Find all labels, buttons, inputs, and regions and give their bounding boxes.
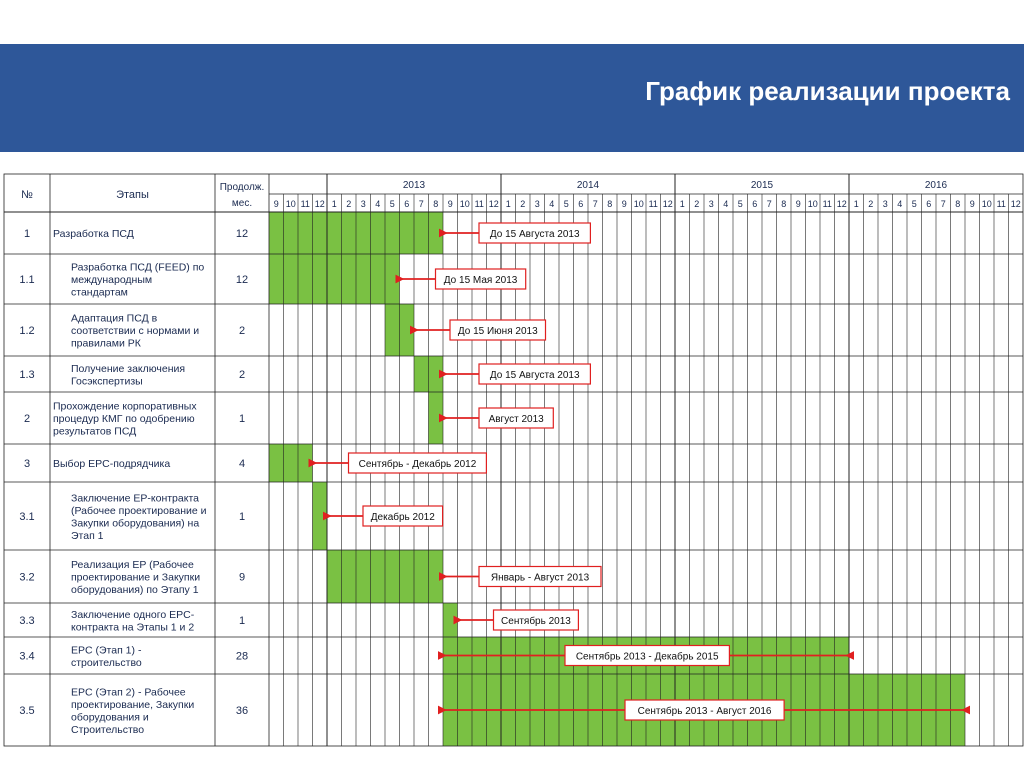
column-header-stage: Этапы <box>116 189 149 201</box>
stage-label: Получение заключения <box>71 362 186 375</box>
month-label: 5 <box>389 199 395 209</box>
month-label: 7 <box>418 199 424 209</box>
month-label: 1 <box>505 199 511 209</box>
duration-value: 1 <box>238 413 246 425</box>
row-number: 2 <box>23 413 31 425</box>
date-callout-label: Сентябрь 2013 <box>501 616 571 627</box>
year-label: 2016 <box>924 180 948 191</box>
row-number: 1.1 <box>19 274 35 286</box>
duration-value: 2 <box>238 325 246 337</box>
month-label: 5 <box>563 199 569 209</box>
month-label: 2 <box>694 199 700 209</box>
stage-label: оборудования и <box>71 711 149 724</box>
stage-label: Строительство <box>71 723 145 736</box>
column-header-duration: Продолж. <box>219 182 265 193</box>
month-label: 8 <box>607 199 613 209</box>
column-header-duration-unit: мес. <box>231 198 253 209</box>
month-label: 12 <box>488 199 499 209</box>
year-label: 2013 <box>402 180 426 191</box>
row-number: 3.2 <box>19 571 35 584</box>
month-label: 2 <box>346 199 352 209</box>
table-row <box>19 313 545 350</box>
month-label: 12 <box>314 199 325 209</box>
duration-value: 4 <box>238 458 246 470</box>
month-label: 1 <box>331 199 337 209</box>
row-number: 3.1 <box>19 511 35 523</box>
month-label: 2 <box>868 199 874 209</box>
stage-label: процедур КМГ по одобрению <box>53 413 195 425</box>
stage-label: Реализация EP (Рабочее <box>71 559 194 571</box>
table-row <box>19 559 601 596</box>
month-label: 3 <box>882 199 888 209</box>
month-label: 4 <box>375 199 381 209</box>
month-label: 10 <box>459 199 470 209</box>
month-label: 7 <box>592 199 598 209</box>
page-title: График реализации проекта <box>645 76 1010 106</box>
month-label: 10 <box>807 199 818 209</box>
duration-value: 28 <box>235 650 249 663</box>
year-label: 2014 <box>576 180 600 191</box>
stage-label: стандартам <box>71 286 128 299</box>
month-label: 11 <box>996 199 1006 209</box>
month-label: 10 <box>633 199 644 209</box>
month-label: 8 <box>781 199 787 209</box>
month-label: 8 <box>433 199 439 209</box>
month-label: 3 <box>708 199 714 209</box>
month-label: 10 <box>981 199 992 209</box>
gantt-bar <box>269 254 400 304</box>
stage-label: проектирование, Закупки <box>71 698 195 711</box>
row-number: 1 <box>23 228 31 240</box>
year-label: 2015 <box>750 180 774 191</box>
month-label: 4 <box>723 199 729 209</box>
month-label: 11 <box>822 199 832 209</box>
stage-label: результатов ПСД <box>53 425 137 438</box>
table-row <box>19 609 578 634</box>
date-callout-label: Январь - Август 2013 <box>490 572 590 584</box>
date-callout-label: До 15 Июня 2013 <box>457 326 538 337</box>
duration-value: 12 <box>235 274 249 286</box>
date-callout-label: До 15 Августа 2013 <box>489 229 580 240</box>
month-label: 9 <box>969 199 975 209</box>
month-label: 1 <box>853 199 859 209</box>
month-label: 11 <box>474 199 484 209</box>
stage-label: Заключение одного EPC- <box>71 608 195 621</box>
month-label: 5 <box>911 199 917 209</box>
row-number: 1.3 <box>19 369 35 381</box>
gantt-bar <box>269 444 313 482</box>
month-label: 2 <box>520 199 526 209</box>
column-header-number: № <box>21 189 33 201</box>
month-label: 8 <box>955 199 961 209</box>
stage-label: Прохождение корпоративных <box>53 400 197 413</box>
date-callout-label: До 15 Мая 2013 <box>443 275 518 286</box>
table-row <box>24 401 553 438</box>
duration-value: 12 <box>235 228 249 240</box>
stage-label: оборудования) по Этапу 1 <box>71 584 199 596</box>
gantt-bar <box>443 603 458 637</box>
stage-label: проектирование и Закупки <box>71 571 201 584</box>
month-label: 9 <box>795 199 801 209</box>
gantt-bar <box>429 392 444 444</box>
month-label: 9 <box>273 199 279 209</box>
stage-label: Заключение EP-контракта <box>71 492 199 505</box>
row-number: 3 <box>23 458 31 470</box>
stage-label: (Рабочее проектирование и <box>71 504 207 517</box>
month-label: 4 <box>549 199 555 209</box>
month-label: 11 <box>300 199 310 209</box>
stage-label: контракта на Этапы 1 и 2 <box>71 621 195 634</box>
stage-label: Разработка ПСД <box>53 228 134 240</box>
stage-label: международным <box>71 274 153 286</box>
month-label: 4 <box>897 199 903 209</box>
month-label: 6 <box>578 199 584 209</box>
date-callout-label: До 15 Августа 2013 <box>489 370 580 381</box>
duration-value: 2 <box>238 369 246 381</box>
month-label: 10 <box>285 199 296 209</box>
month-label: 9 <box>621 199 627 209</box>
stage-label: EPC (Этап 1) - <box>71 644 142 657</box>
month-label: 6 <box>752 199 758 209</box>
month-label: 3 <box>534 199 540 209</box>
month-label: 6 <box>926 199 932 209</box>
month-label: 7 <box>766 199 772 209</box>
stage-label: Закупки оборудования) на <box>71 517 200 530</box>
row-number: 3.4 <box>19 650 35 663</box>
row-number: 3.5 <box>19 705 35 717</box>
date-callout-label: Декабрь 2012 <box>370 512 435 523</box>
date-callout-label: Сентябрь - Декабрь 2012 <box>358 459 477 470</box>
table-row <box>19 492 442 542</box>
month-label: 7 <box>940 199 946 209</box>
row-number: 3.3 <box>19 615 35 627</box>
month-label: 5 <box>737 199 743 209</box>
stage-label: Госэкспертизы <box>71 375 143 388</box>
row-number: 1.2 <box>19 325 35 337</box>
duration-value: 1 <box>238 615 246 627</box>
duration-value: 36 <box>235 705 249 717</box>
stage-label: Выбор EPC-подрядчика <box>53 458 171 470</box>
stage-label: соответствии с нормами и <box>71 325 200 337</box>
stage-label: EPC (Этап 2) - Рабочее <box>71 686 186 699</box>
month-label: 9 <box>447 199 453 209</box>
stage-label: Этап 1 <box>71 529 104 542</box>
stage-label: правилами РК <box>71 337 141 350</box>
month-label: 3 <box>360 199 366 209</box>
date-callout-label: Сентябрь 2013 - Декабрь 2015 <box>575 651 719 663</box>
stage-label: Разработка ПСД (FEED) по <box>71 261 205 274</box>
month-label: 1 <box>679 199 685 209</box>
table-row <box>19 363 590 388</box>
month-label: 12 <box>1010 199 1021 209</box>
table-row <box>19 644 847 669</box>
date-callout-label: Сентябрь 2013 - Август 2016 <box>637 706 772 717</box>
table-row <box>24 453 486 473</box>
duration-value: 9 <box>238 571 246 584</box>
month-label: 12 <box>662 199 673 209</box>
month-label: 11 <box>648 199 658 209</box>
date-callout-label: Август 2013 <box>488 414 544 425</box>
stage-label: строительство <box>71 656 142 669</box>
duration-value: 1 <box>238 511 246 523</box>
stage-label: Адаптация ПСД в <box>71 312 158 325</box>
month-label: 6 <box>404 199 410 209</box>
month-label: 12 <box>836 199 847 209</box>
gantt-bar <box>313 482 328 550</box>
